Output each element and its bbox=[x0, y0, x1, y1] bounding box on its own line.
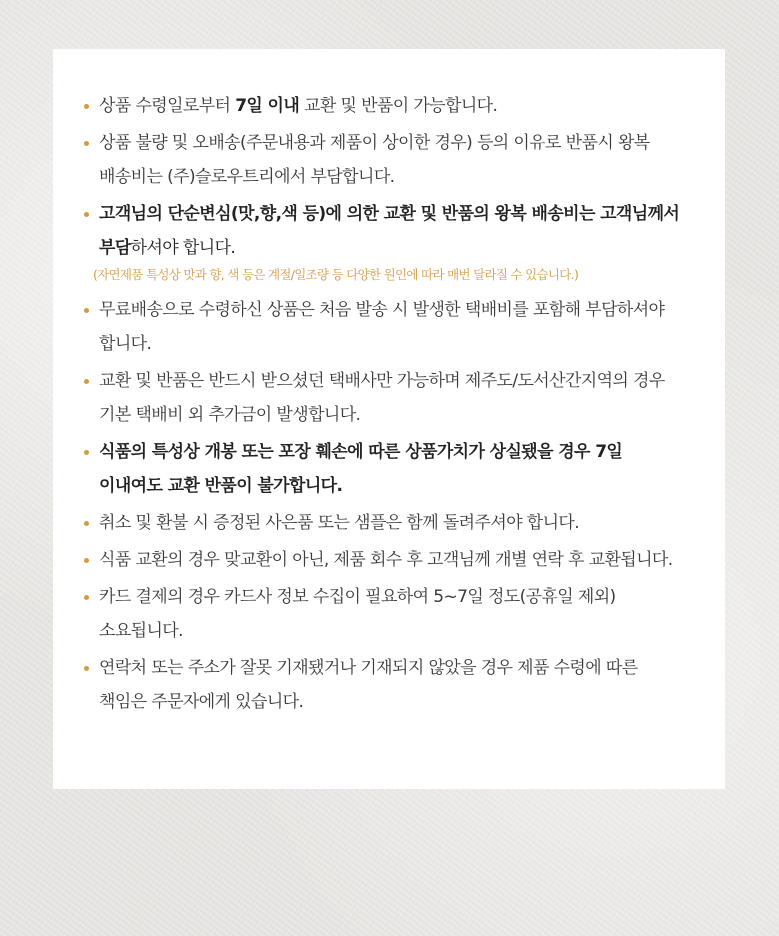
notice-text: 식품의 특성상 개봉 또는 포장 훼손에 따른 상품가치가 상실됐을 경우 7일 이내여도 교환 반품이 불가합니다. bbox=[99, 442, 623, 496]
bullet-dot-icon bbox=[84, 308, 89, 313]
notice-text: 상품 불량 및 오배송(주문내용과 제품이 상이한 경우) 등의 이유로 반품시 왕복 배송비는 (주)슬로우트리에서 부담합니다. bbox=[99, 133, 650, 187]
notice-item-change-of-mind bbox=[82, 197, 689, 285]
notice-item-courier bbox=[82, 364, 689, 432]
natural-product-note: (자연제품 특성상 맛과 향, 색 등은 계절/일조량 등 다양한 원인에 따라 매번 달라질 수 있습니다.) bbox=[93, 267, 579, 282]
notice-text: 교환 및 반품이 가능합니다. bbox=[299, 96, 498, 116]
notice-text: 취소 및 환불 시 증정된 사은품 또는 샘플은 함께 돌려주셔야 합니다. bbox=[99, 513, 580, 533]
bullet-dot-icon bbox=[84, 595, 89, 600]
bullet-dot-icon bbox=[84, 104, 89, 109]
notice-text: 교환 및 반품은 반드시 받으셨던 택배사만 가능하며 제주도/도서산간지역의 경우 기본 택배비 외 추가금이 발생합니다. bbox=[99, 371, 665, 425]
bullet-dot-icon bbox=[84, 379, 89, 384]
notice-text: 상품 수령일로부터 bbox=[99, 96, 236, 116]
notice-item-gift-return bbox=[82, 506, 689, 540]
notice-item-defect-shipping bbox=[82, 126, 689, 194]
bullet-dot-icon bbox=[84, 666, 89, 671]
notice-highlight: 고객님의 단순변심(맛,향,색 등)에 의한 교환 및 반품의 왕복 배송비는 고객님께서 부담 bbox=[99, 204, 680, 258]
bullet-dot-icon bbox=[84, 141, 89, 146]
notice-item-free-shipping bbox=[82, 293, 689, 361]
notice-item-opened-food bbox=[82, 435, 689, 503]
notice-text: 연락처 또는 주소가 잘못 기재됐거나 기재되지 않았을 경우 제품 수령에 따른 책임은 주문자에게 있습니다. bbox=[99, 658, 638, 712]
notice-item-card-refund bbox=[82, 580, 689, 648]
notice-text: 무료배송으로 수령하신 상품은 처음 발송 시 발생한 택배비를 포함해 부담하셔야 합니다. bbox=[99, 300, 665, 354]
notice-highlight: 7일 이내 bbox=[235, 96, 300, 116]
notice-item-food-exchange bbox=[82, 543, 689, 577]
notice-list bbox=[82, 89, 689, 719]
bullet-dot-icon bbox=[84, 558, 89, 563]
bullet-dot-icon bbox=[84, 521, 89, 526]
bullet-dot-icon bbox=[84, 450, 89, 455]
bullet-dot-icon bbox=[84, 212, 89, 217]
notice-text: 식품 교환의 경우 맞교환이 아닌, 제품 회수 후 고객님께 개별 연락 후 교환됩니다. bbox=[99, 550, 673, 570]
notice-text: 카드 결제의 경우 카드사 정보 수집이 필요하여 5~7일 정도(공휴일 제외) 소요됩니다. bbox=[99, 587, 616, 641]
notice-text: 하셔야 합니다. bbox=[130, 238, 236, 258]
notice-item-address-error bbox=[82, 651, 689, 719]
notice-card bbox=[53, 49, 725, 789]
notice-item-return-period bbox=[82, 89, 689, 123]
